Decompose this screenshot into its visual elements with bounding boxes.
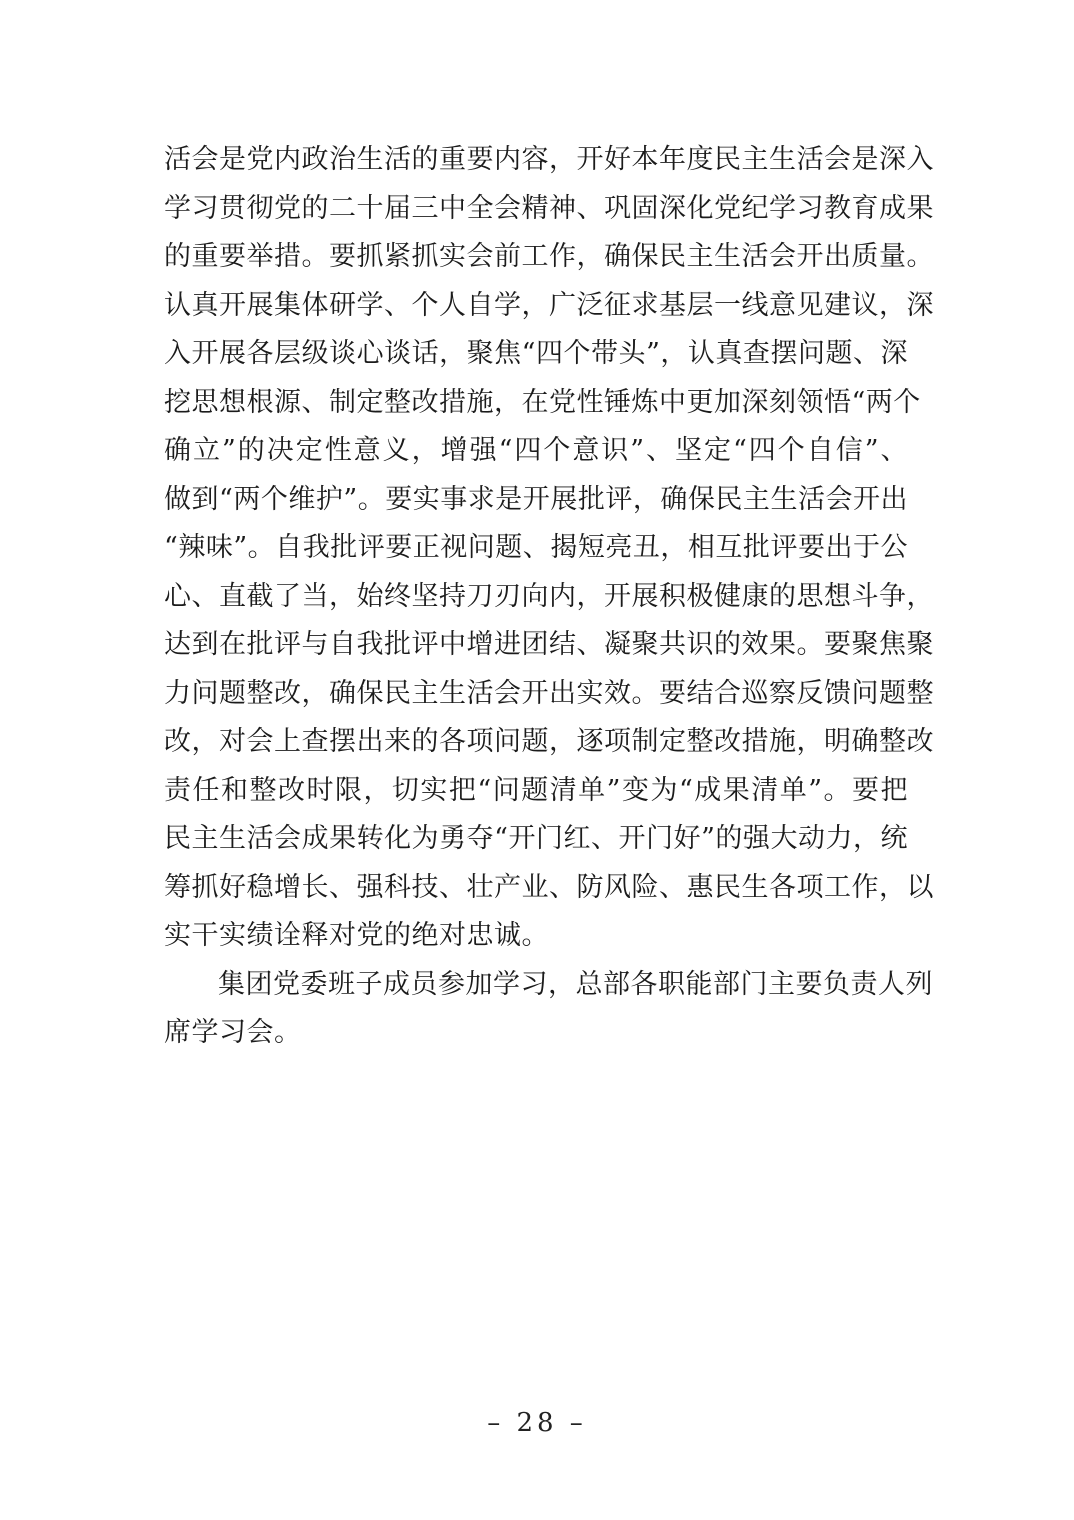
text-line: 学习贯彻党的二十届三中全会精神、巩固深化党纪学习教育成果 [164,192,934,224]
text-line: 做到“两个维护”。要实事求是开展批评，确保民主生活会开出 [164,483,908,515]
text-line: 认真开展集体研学、个人自学，广泛征求基层一线意见建议，深 [164,289,934,321]
page-number: – 28 – [487,1408,587,1438]
text-line: 力问题整改，确保民主生活会开出实效。要结合巡察反馈问题整 [164,677,934,709]
text-line: 挖思想根源、制定整改措施，在党性锤炼中更加深刻领悟“两个 [164,386,921,418]
text-line: 心、直截了当，始终坚持刀刃向内，开展积极健康的思想斗争， [164,580,934,612]
text-line: 入开展各层级谈心谈话，聚焦“四个带头”，认真查摆问题、深 [164,338,908,369]
text-line-paragraph-end: 席学习会。 [164,1017,302,1048]
text-line-paragraph-end: 实干实绩诠释对党的绝对忠诚。 [164,920,549,951]
text-line: 筹抓好稳增长、强科技、壮产业、防风险、惠民生各项工作，以 [164,871,934,903]
text-line: “辣味”。自我批评要正视问题、揭短亮丑，相互批评要出于公 [164,532,908,563]
body-text [164,136,934,1058]
text-line: 民主生活会成果转化为勇夺“开门红、开门好”的强大动力，统 [164,823,908,854]
text-line: 责任和整改时限，切实把“问题清单”变为“成果清单”。要把 [164,774,908,806]
text-line: 的重要举措。要抓紧抓实会前工作，确保民主生活会开出质量。 [164,241,934,272]
text-line: 活会是党内政治生活的重要内容，开好本年度民主生活会是深入 [164,144,934,175]
text-line-paragraph-start: 集团党委班子成员参加学习，总部各职能部门主要负责人列 [218,968,933,1000]
text-line: 确立”的决定性意义，增强“四个意识”、坚定“四个自信”、 [164,435,908,466]
text-line: 达到在批评与自我批评中增进团结、凝聚共识的效果。要聚焦聚 [164,629,934,660]
text-line: 改，对会上查摆出来的各项问题，逐项制定整改措施，明确整改 [164,726,934,757]
